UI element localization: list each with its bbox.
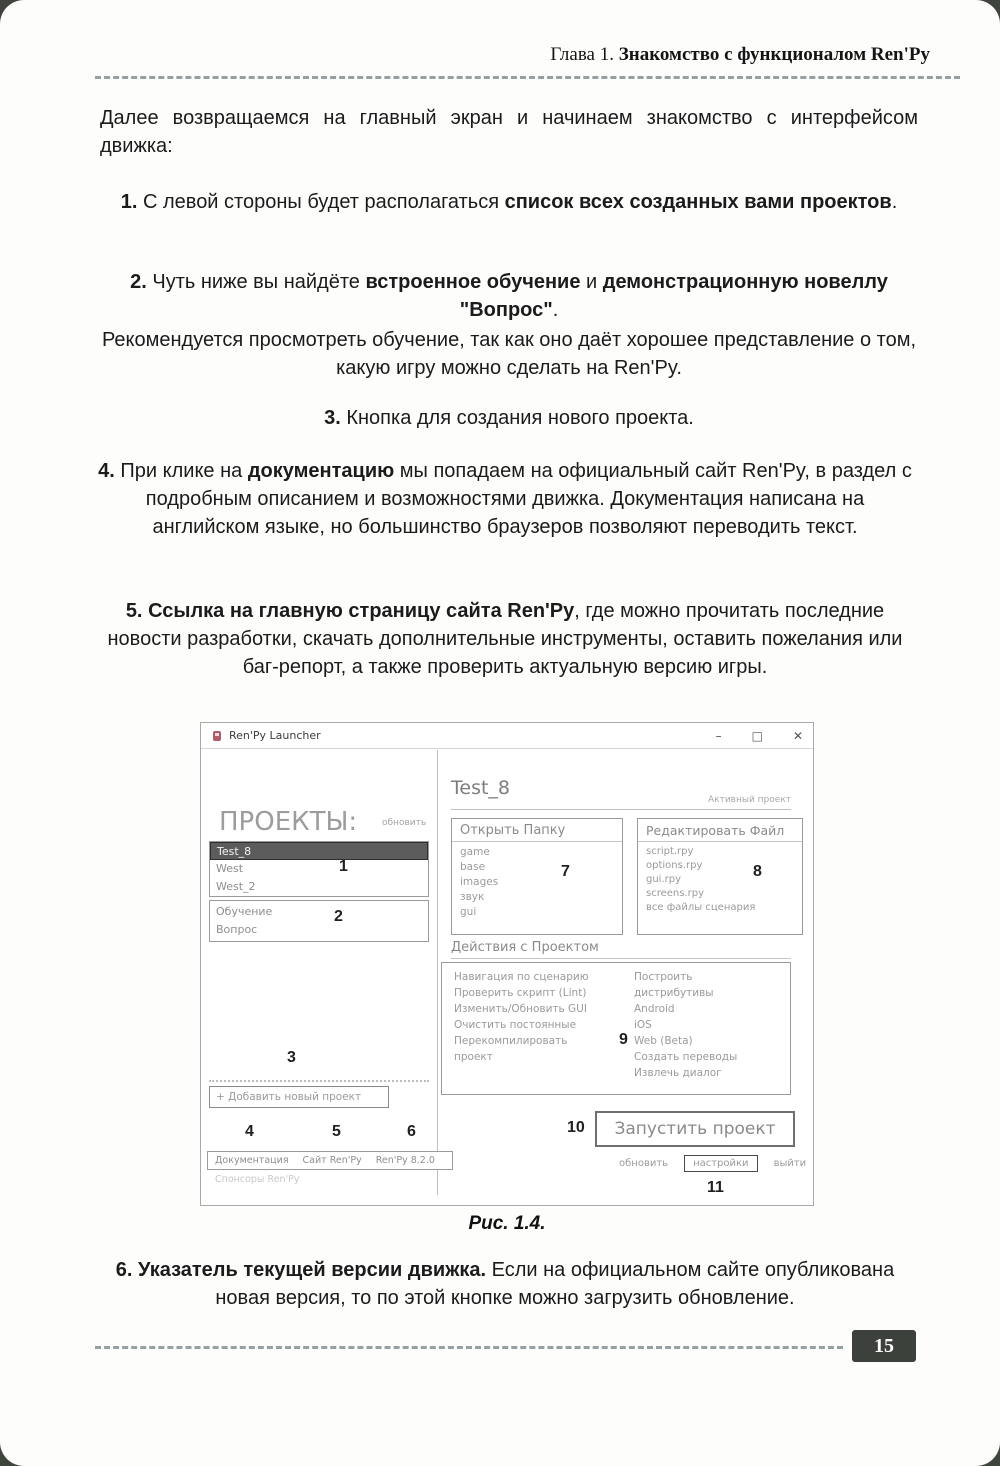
list-item-1 (100, 188, 918, 216)
tutorial-item[interactable]: Вопрос (216, 923, 258, 936)
launch-project-button[interactable]: Запустить проект (595, 1111, 795, 1147)
folder-link[interactable]: images (460, 876, 499, 888)
projects-heading: ПРОЕКТЫ: (219, 807, 358, 837)
intro-paragraph: Далее возвращаемся на главный экран и начинаем знакомство с интерфейсом движка: (100, 107, 918, 157)
file-link[interactable]: options.rpy (646, 860, 703, 871)
action-link[interactable]: Android (634, 1003, 675, 1015)
list-item-2 (100, 268, 918, 324)
version-link[interactable]: Ren'Py 8.2.0 (375, 1155, 435, 1166)
minimize-icon[interactable]: – (715, 728, 722, 743)
website-link[interactable]: Сайт Ren'Py (302, 1155, 362, 1166)
window-controls (716, 729, 803, 743)
action-link[interactable]: Проверить скрипт (Lint) (454, 987, 587, 999)
action-link[interactable]: Навигация по сценарию (454, 971, 589, 983)
file-link[interactable]: screens.rpy (646, 888, 705, 899)
action-link[interactable]: iOS (634, 1019, 652, 1031)
preferences-link[interactable]: настройки (684, 1155, 758, 1172)
chapter-label: Глава 1. (550, 44, 619, 65)
item-bold-text: Указатель текущей версии движка. (138, 1259, 487, 1281)
callout-10: 10 (567, 1119, 585, 1136)
item-number: 1. (120, 191, 138, 213)
folder-link[interactable]: gui (460, 906, 477, 918)
item-bold-text: демонстрационную новеллу "Вопрос" (459, 271, 888, 321)
item-text: . (891, 191, 898, 213)
open-folder-panel (451, 818, 623, 935)
actions-heading: Действия с Проектом (451, 940, 599, 955)
project-list-item[interactable]: West_2 (216, 880, 256, 893)
sponsor-link[interactable]: Спонсоры Ren'Py (215, 1174, 300, 1185)
item-text: , где можно прочитать последние новости разработки, скачать дополнительные инструменты, оставить пожелания или баг-репорт, а также проверить актуальную версию игры. (107, 600, 903, 678)
tutorial-list (209, 900, 429, 942)
action-link[interactable]: Очистить постоянные (454, 1019, 577, 1031)
window-titlebar (201, 723, 813, 749)
renpy-launcher-window (200, 722, 814, 1206)
item-text: и (580, 271, 603, 293)
list-item-6 (92, 1256, 918, 1312)
documentation-link[interactable]: Документация (215, 1155, 289, 1166)
item-text: мы попадаем на официальный сайт Ren'Py, в раздел с подробным описанием и возможностями движка. Документация написана на английском языке, но большинство браузеров позволяют переводить текст. (145, 460, 912, 538)
renpy-launcher-icon (211, 730, 223, 742)
folder-link[interactable]: game (460, 846, 490, 858)
callout-5: 5 (332, 1123, 341, 1140)
callout-7: 7 (561, 863, 570, 880)
item-text: Если на официальном сайте опубликована новая версия, то по этой кнопке можно загрузить обновление. (215, 1259, 895, 1309)
item-text: Кнопка для создания нового проекта. (340, 407, 694, 429)
item-number: 3. (324, 407, 341, 429)
item-number: 2. (130, 271, 147, 293)
page-number-badge: 15 (852, 1330, 916, 1362)
callout-4: 4 (245, 1123, 254, 1140)
item-bold-text: Ссылка на главную страницу сайта Ren'Py (148, 600, 575, 622)
callout-9: 9 (619, 1031, 628, 1048)
active-project-label: Активный проект (707, 795, 791, 805)
chapter-title: Знакомство с функционалом Ren'Py (618, 44, 930, 65)
action-link[interactable]: Web (Beta) (634, 1035, 693, 1047)
file-link[interactable]: gui.rpy (646, 874, 682, 885)
right-footer-bar (619, 1155, 806, 1172)
action-link[interactable]: Перекомпилировать проект (454, 1035, 568, 1063)
list-item-4 (92, 457, 918, 541)
open-folder-heading: Открыть Папку (452, 819, 622, 842)
item-text: С левой стороны будет располагаться (137, 191, 505, 213)
callout-8: 8 (753, 863, 762, 880)
add-project-button[interactable]: + Добавить новый проект (209, 1086, 389, 1108)
edit-file-panel (637, 818, 803, 935)
update-link[interactable]: обновить (619, 1158, 669, 1169)
left-footer-bar (207, 1151, 453, 1170)
item-text: Чуть ниже вы найдёте (146, 271, 366, 293)
item-number: 6. (115, 1259, 133, 1281)
list-item-2-note: Рекомендуется просмотреть обучение, так как оно даёт хорошее представление о том, какую игру можно сделать на Ren'Py. (101, 329, 917, 379)
folder-link[interactable]: base (460, 861, 486, 873)
project-list-item[interactable]: West (216, 862, 244, 875)
project-list (209, 841, 429, 897)
item-bold-text: документацию (247, 460, 395, 482)
item-bold-text: список всех созданных вами проектов (504, 191, 892, 213)
project-list-item-selected[interactable]: Test_8 (210, 842, 428, 860)
close-icon[interactable]: ✕ (792, 728, 803, 743)
edit-file-heading: Редактировать Файл (638, 819, 802, 842)
action-link[interactable]: Изменить/Обновить GUI (454, 1003, 587, 1015)
right-panel-divider (451, 809, 791, 810)
file-link[interactable]: все файлы сценария (646, 902, 756, 913)
window-title: Ren'Py Launcher (229, 729, 321, 742)
action-link[interactable]: Создать переводы (634, 1051, 738, 1063)
projects-refresh-link[interactable]: обновить (382, 818, 427, 828)
actions-panel (441, 962, 791, 1095)
action-link[interactable]: Построить дистрибутивы (634, 971, 714, 999)
running-header (550, 44, 930, 66)
tutorial-item[interactable]: Обучение (216, 905, 273, 918)
item-number: 4. (98, 460, 115, 482)
callout-2: 2 (334, 908, 343, 925)
callout-11: 11 (707, 1179, 724, 1196)
list-item-5 (92, 597, 918, 681)
item-text: При клике на (114, 460, 248, 482)
active-project-title: Test_8 (451, 777, 511, 799)
header-divider (95, 76, 960, 79)
maximize-icon[interactable]: □ (751, 728, 763, 743)
file-link[interactable]: script.rpy (646, 846, 694, 857)
item-number: 5. (125, 600, 143, 622)
figure-caption: Рис. 1.4. (468, 1213, 546, 1234)
action-link[interactable]: Извлечь диалог (634, 1067, 722, 1079)
item-bold-text: встроенное обучение (365, 271, 581, 293)
left-panel-separator (209, 1080, 429, 1082)
panel-divider (437, 750, 438, 1195)
quit-link[interactable]: выйти (773, 1158, 807, 1169)
callout-6: 6 (407, 1123, 416, 1140)
actions-divider (451, 958, 791, 959)
list-item-3 (100, 404, 918, 432)
item-text: . (552, 299, 559, 321)
footer-divider (95, 1346, 843, 1349)
callout-1: 1 (339, 858, 348, 875)
folder-link[interactable]: звук (460, 891, 485, 903)
callout-3: 3 (287, 1049, 296, 1066)
